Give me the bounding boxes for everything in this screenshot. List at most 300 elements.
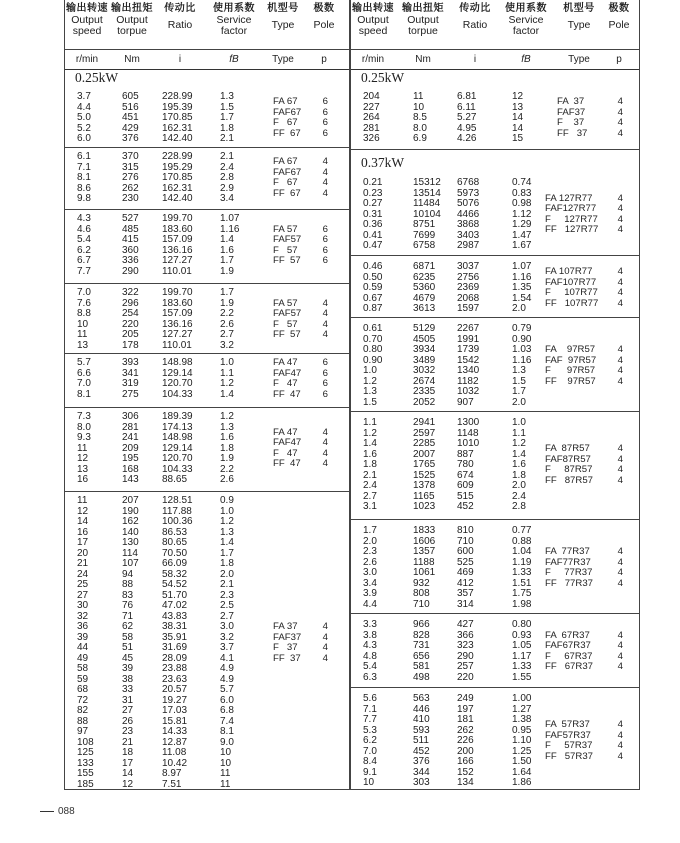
cell: 8.8 — [77, 308, 91, 319]
cell: 7.4 — [220, 715, 234, 727]
cell: 581 — [413, 661, 430, 672]
pole-value: 4 — [617, 661, 623, 672]
cell: 8.1 — [77, 172, 91, 183]
cell: 12 — [77, 453, 89, 464]
cell: 142.40 — [162, 193, 193, 204]
cell: 142.40 — [162, 133, 193, 144]
cell: 2.1 — [220, 151, 234, 162]
table-row — [65, 738, 349, 749]
cell: 1.2 — [363, 427, 377, 439]
cell: 6.6 — [77, 367, 91, 379]
cell: 32 — [77, 610, 89, 622]
cell: 2369 — [457, 282, 480, 293]
cell: 2.7 — [363, 490, 377, 502]
pole-value: 4 — [322, 426, 328, 438]
cell: 10 — [77, 318, 89, 330]
type-list — [273, 97, 301, 139]
type-name: FAF57 — [273, 234, 302, 245]
table-row — [351, 768, 639, 779]
table-row — [65, 727, 349, 738]
cell: 1.75 — [512, 588, 532, 599]
cell: 7.3 — [77, 411, 91, 422]
cell: 262 — [122, 182, 139, 194]
table-row — [351, 600, 639, 611]
cell: 7.7 — [363, 714, 377, 725]
cell: 1182 — [457, 375, 479, 387]
cell: 27 — [77, 589, 89, 601]
cell: 7.6 — [77, 297, 91, 309]
header-c2-en2: torpue — [408, 25, 438, 37]
cell: 62 — [122, 621, 134, 632]
cell: 11 — [77, 329, 88, 340]
pole-value: 4 — [617, 546, 623, 557]
cell: 13 — [77, 463, 89, 475]
header-c3-zh: 传动比 — [459, 3, 491, 14]
cell: 1.51 — [512, 577, 532, 589]
cell: 49 — [77, 652, 89, 664]
type-name: FAF47 — [273, 367, 302, 379]
cell: 2.0 — [512, 396, 526, 408]
table-row — [351, 631, 639, 642]
group-block — [351, 614, 639, 688]
type-name: FA 37 — [273, 621, 298, 632]
cell: 344 — [413, 766, 430, 778]
cell: 4.1 — [220, 652, 234, 664]
cell: 58.32 — [162, 568, 188, 580]
cell: 1.64 — [512, 766, 532, 778]
table-row — [351, 92, 639, 103]
pole-list — [318, 622, 328, 664]
cell: 370 — [122, 151, 139, 162]
pole-value: 4 — [322, 297, 328, 309]
cell: 605 — [122, 91, 139, 102]
cell: 0.61 — [363, 323, 383, 334]
table-row — [351, 387, 639, 398]
cell: 1525 — [413, 469, 436, 481]
pole-list — [318, 299, 328, 341]
cell: 1.7 — [363, 525, 377, 536]
cell: 452 — [457, 501, 474, 512]
cell: 10 — [220, 757, 232, 769]
pole-value: 6 — [322, 357, 328, 368]
cell: 8751 — [413, 219, 436, 230]
section-title: 0.25kW — [361, 70, 405, 85]
table-row — [65, 369, 349, 380]
cell: 6.81 — [457, 91, 477, 102]
cell: 3868 — [457, 219, 480, 230]
header-c4-en2: factor — [220, 25, 248, 37]
cell: 2987 — [457, 240, 480, 251]
type-name: FF 67 — [273, 187, 301, 199]
cell: 1.7 — [220, 287, 234, 298]
table-row — [65, 528, 349, 539]
pole-value: 4 — [322, 166, 328, 178]
group-block — [351, 412, 639, 520]
cell: 166 — [457, 756, 474, 767]
cell: 0.77 — [512, 525, 532, 536]
cell: 4505 — [413, 333, 436, 345]
table-row — [65, 184, 349, 195]
pole-value: 4 — [617, 629, 623, 641]
cell: 593 — [413, 724, 430, 736]
cell: 1.6 — [220, 432, 234, 443]
cell: 2.2 — [220, 463, 234, 475]
group-block — [351, 520, 639, 614]
cell: 120.70 — [162, 453, 193, 464]
pole-value: 4 — [617, 453, 623, 465]
unit-c2: Nm — [415, 54, 431, 65]
pole-value: 6 — [322, 378, 328, 389]
cell: 1.5 — [512, 375, 526, 387]
pole-list — [318, 358, 328, 400]
table-row — [351, 178, 639, 189]
cell: 13514 — [413, 187, 441, 199]
cell: 341 — [122, 367, 139, 379]
unit-c5: Type — [272, 54, 294, 65]
cell: 4.8 — [363, 650, 377, 662]
cell: 290 — [457, 650, 474, 662]
table-row — [351, 715, 639, 726]
cell: 1.16 — [512, 354, 532, 366]
table-row — [65, 299, 349, 310]
type-name: FAF87R57 — [545, 453, 591, 465]
type-name: FAF107R77 — [545, 276, 597, 288]
unit-c6: p — [321, 54, 327, 65]
cell: 129.14 — [162, 442, 193, 454]
cell: 1.86 — [512, 777, 532, 788]
cell: 189.39 — [162, 411, 193, 422]
cell: 1378 — [413, 480, 436, 491]
cell: 6235 — [413, 271, 436, 283]
table-row — [351, 526, 639, 537]
cell: 10.42 — [162, 757, 188, 769]
cell: 7.7 — [77, 265, 91, 277]
cell: 780 — [457, 459, 474, 470]
cell: 170.85 — [162, 172, 193, 183]
cell: 469 — [457, 567, 474, 578]
cell: 18 — [122, 747, 134, 758]
pole-value: 4 — [322, 642, 328, 653]
cell: 11484 — [413, 198, 441, 209]
cell: 9.0 — [220, 736, 234, 748]
cell: 5.6 — [363, 693, 377, 704]
type-name: FF 57 — [273, 255, 301, 266]
cell: 71 — [122, 610, 134, 622]
cell: 16 — [77, 526, 89, 538]
cell: 195.29 — [162, 161, 193, 173]
cell: 0.23 — [363, 187, 383, 199]
cell: 0.80 — [363, 344, 383, 355]
pole-value: 4 — [617, 464, 623, 476]
pole-value: 4 — [617, 740, 623, 752]
cell: 5.4 — [77, 234, 91, 245]
cell: 148.98 — [162, 357, 193, 368]
cell: 200 — [457, 745, 474, 757]
table-row — [65, 496, 349, 507]
type-list — [545, 444, 593, 486]
cell: 23.88 — [162, 663, 188, 674]
cell: 11 — [77, 442, 88, 454]
cell: 6768 — [457, 177, 480, 188]
type-list — [545, 631, 593, 673]
header-c4 — [496, 3, 556, 38]
cell: 3.0 — [220, 621, 234, 632]
cell: 38.31 — [162, 621, 188, 632]
cell: 7.1 — [77, 161, 91, 173]
table-row — [351, 736, 639, 747]
table-row — [65, 685, 349, 696]
cell: 3.0 — [363, 567, 377, 578]
cell: 1.1 — [363, 417, 377, 428]
cell: 30 — [77, 600, 89, 611]
header-c6-zh: 极数 — [608, 3, 630, 14]
header-c4-zh: 使用系数 — [505, 3, 547, 14]
cell: 9.8 — [77, 193, 91, 204]
pole-value: 4 — [617, 213, 623, 225]
cell: 82 — [77, 705, 89, 716]
table-row — [65, 320, 349, 331]
cell: 7.51 — [162, 778, 182, 790]
cell: 376 — [122, 133, 139, 144]
type-name: F 107R77 — [545, 287, 598, 299]
cell: 1340 — [457, 365, 480, 376]
cell: 136.16 — [162, 318, 193, 330]
cell: 3489 — [413, 354, 436, 366]
cell: 1.33 — [512, 567, 532, 578]
type-list — [545, 720, 593, 762]
cell: 185 — [77, 778, 94, 790]
cell: 8.97 — [162, 768, 182, 779]
table-row — [65, 559, 349, 570]
cell: 88.65 — [162, 474, 188, 485]
pole-value: 4 — [617, 474, 623, 486]
unit-c1: r/min — [361, 54, 385, 65]
table-row — [65, 538, 349, 549]
table-row — [65, 103, 349, 114]
cell: 1061 — [413, 567, 436, 578]
cell: 8.1 — [220, 726, 234, 737]
cell: 2.0 — [363, 535, 377, 547]
cell: 6.2 — [363, 735, 377, 746]
table-row — [351, 705, 639, 716]
cell: 966 — [413, 619, 430, 630]
cell: 2.9 — [220, 182, 234, 194]
table-row — [351, 547, 639, 558]
cell: 36 — [77, 621, 89, 632]
pole-value: 4 — [322, 458, 328, 470]
pole-value: 4 — [322, 621, 328, 632]
type-name: FF 127R77 — [545, 224, 599, 236]
type-list — [273, 428, 301, 470]
type-name: FF 77R37 — [545, 577, 593, 589]
header-c2-en1: Output — [116, 13, 148, 26]
cell: 86.53 — [162, 526, 188, 538]
cell: 451 — [122, 112, 139, 123]
cell: 13 — [77, 339, 89, 351]
cell: 23.63 — [162, 673, 188, 685]
cell: 195.39 — [162, 101, 193, 113]
group-block — [65, 408, 349, 492]
cell: 1765 — [413, 459, 436, 470]
cell: 303 — [413, 777, 430, 788]
group-block — [351, 256, 639, 318]
cell: 108 — [77, 736, 94, 748]
cell: 275 — [122, 388, 139, 400]
cell: 810 — [457, 525, 474, 536]
right-table — [350, 0, 640, 790]
pole-value: 4 — [617, 443, 623, 455]
type-name: FA 107R77 — [545, 266, 593, 278]
table-row — [65, 152, 349, 163]
type-name: F 87R57 — [545, 464, 593, 476]
cell: 14 — [512, 112, 524, 123]
group-block — [351, 318, 639, 412]
table-row — [351, 652, 639, 663]
cell: 178 — [122, 339, 139, 351]
cell: 230 — [122, 193, 139, 204]
cell: 136.16 — [162, 244, 193, 256]
table-row — [65, 780, 349, 791]
cell: 1.6 — [220, 244, 234, 256]
cell: 15312 — [413, 177, 441, 188]
header-row — [351, 0, 639, 50]
cell: 51 — [122, 642, 134, 653]
pole-value: 6 — [322, 106, 328, 118]
cell: 828 — [413, 629, 430, 641]
cell: 887 — [457, 448, 474, 460]
cell: 3403 — [457, 229, 480, 241]
header-c3-en1: Ratio — [462, 18, 488, 31]
cell: 128.51 — [162, 495, 193, 506]
left-table — [64, 0, 350, 790]
header-c6 — [589, 3, 649, 31]
cell: 808 — [413, 588, 430, 599]
cell: 1.04 — [512, 546, 532, 557]
cell: 6.8 — [220, 705, 234, 716]
group-block — [65, 492, 349, 790]
type-list — [273, 622, 301, 664]
cell: 1.3 — [220, 421, 234, 433]
type-name: FF 57R37 — [545, 750, 593, 762]
cell: 143 — [122, 474, 139, 485]
cell: 114 — [122, 547, 138, 559]
cell: 1.55 — [512, 671, 532, 683]
type-name: F 57 — [273, 244, 298, 256]
cell: 11 — [77, 495, 88, 506]
type-list — [273, 358, 301, 400]
table-row — [65, 134, 349, 145]
table-row — [351, 502, 639, 513]
pole-value: 4 — [322, 318, 328, 330]
type-name: FAF37 — [557, 106, 586, 118]
cell: 8.1 — [77, 388, 91, 400]
cell: 162.31 — [162, 122, 193, 134]
pole-value: 6 — [322, 255, 328, 266]
cell: 1.3 — [220, 91, 234, 102]
type-name: F 77R37 — [545, 567, 593, 578]
cell: 120.70 — [162, 378, 193, 389]
table-row — [65, 163, 349, 174]
cell: 220 — [122, 318, 139, 330]
cell: 319 — [122, 378, 139, 389]
cell: 1.00 — [512, 693, 532, 704]
header-c2 — [393, 3, 453, 38]
pole-value: 6 — [322, 367, 328, 379]
pole-list — [318, 97, 328, 139]
cell: 100.36 — [162, 516, 193, 527]
cell: 1739 — [457, 344, 480, 355]
type-name: FA 57R37 — [545, 719, 590, 731]
table-row — [351, 662, 639, 673]
cell: 199.70 — [162, 287, 193, 298]
cell: 1.17 — [512, 650, 532, 662]
cell: 23 — [122, 726, 134, 737]
cell: 6.0 — [220, 694, 234, 706]
cell: 107 — [122, 558, 139, 569]
cell: 6.2 — [77, 244, 91, 256]
cell: 1.8 — [363, 459, 377, 470]
type-name: FAF127R77 — [545, 203, 597, 215]
unit-row — [65, 50, 349, 70]
cell: 11 — [220, 768, 231, 779]
cell: 10 — [363, 777, 375, 788]
pole-list — [318, 157, 328, 199]
cell: 2.7 — [220, 329, 234, 340]
header-c5-en1: Type — [271, 18, 295, 31]
table-row — [351, 335, 639, 346]
cell: 0.67 — [363, 292, 383, 304]
cell: 9.1 — [363, 766, 377, 778]
pole-value: 4 — [322, 329, 328, 340]
cell: 3934 — [413, 344, 436, 355]
cell: 8.5 — [413, 112, 427, 123]
cell: 117.88 — [162, 505, 192, 517]
pole-value: 4 — [617, 117, 623, 129]
table-row — [351, 103, 639, 114]
type-name: FA 77R37 — [545, 546, 590, 557]
table-row — [351, 641, 639, 652]
cell: 3.2 — [220, 631, 234, 643]
cell: 1300 — [457, 417, 480, 428]
table-row — [65, 633, 349, 644]
header-c2-en1: Output — [407, 13, 439, 26]
page-footer — [40, 806, 75, 817]
cell: 10 — [413, 101, 425, 113]
cell: 0.95 — [512, 724, 532, 736]
table-row — [351, 418, 639, 429]
table-row — [65, 235, 349, 246]
cell: 1.8 — [512, 469, 526, 481]
cell: 1.4 — [512, 448, 526, 460]
cell: 134 — [457, 777, 474, 788]
cell: 94 — [122, 568, 134, 580]
type-name: FA 37 — [557, 96, 585, 108]
cell: 1.2 — [220, 378, 234, 389]
table-row — [65, 412, 349, 423]
cell: 360 — [122, 244, 139, 256]
cell: 254 — [122, 308, 139, 319]
cell: 4.9 — [220, 673, 234, 685]
cell: 2.1 — [220, 133, 234, 144]
table-row — [65, 643, 349, 654]
cell: 31 — [122, 694, 134, 706]
cell: 731 — [413, 640, 430, 651]
pole-value: 4 — [322, 447, 328, 459]
table-row — [351, 124, 639, 135]
type-name: FAF 97R57 — [545, 354, 597, 366]
cell: 44 — [77, 642, 89, 653]
pole-value: 4 — [322, 177, 328, 189]
